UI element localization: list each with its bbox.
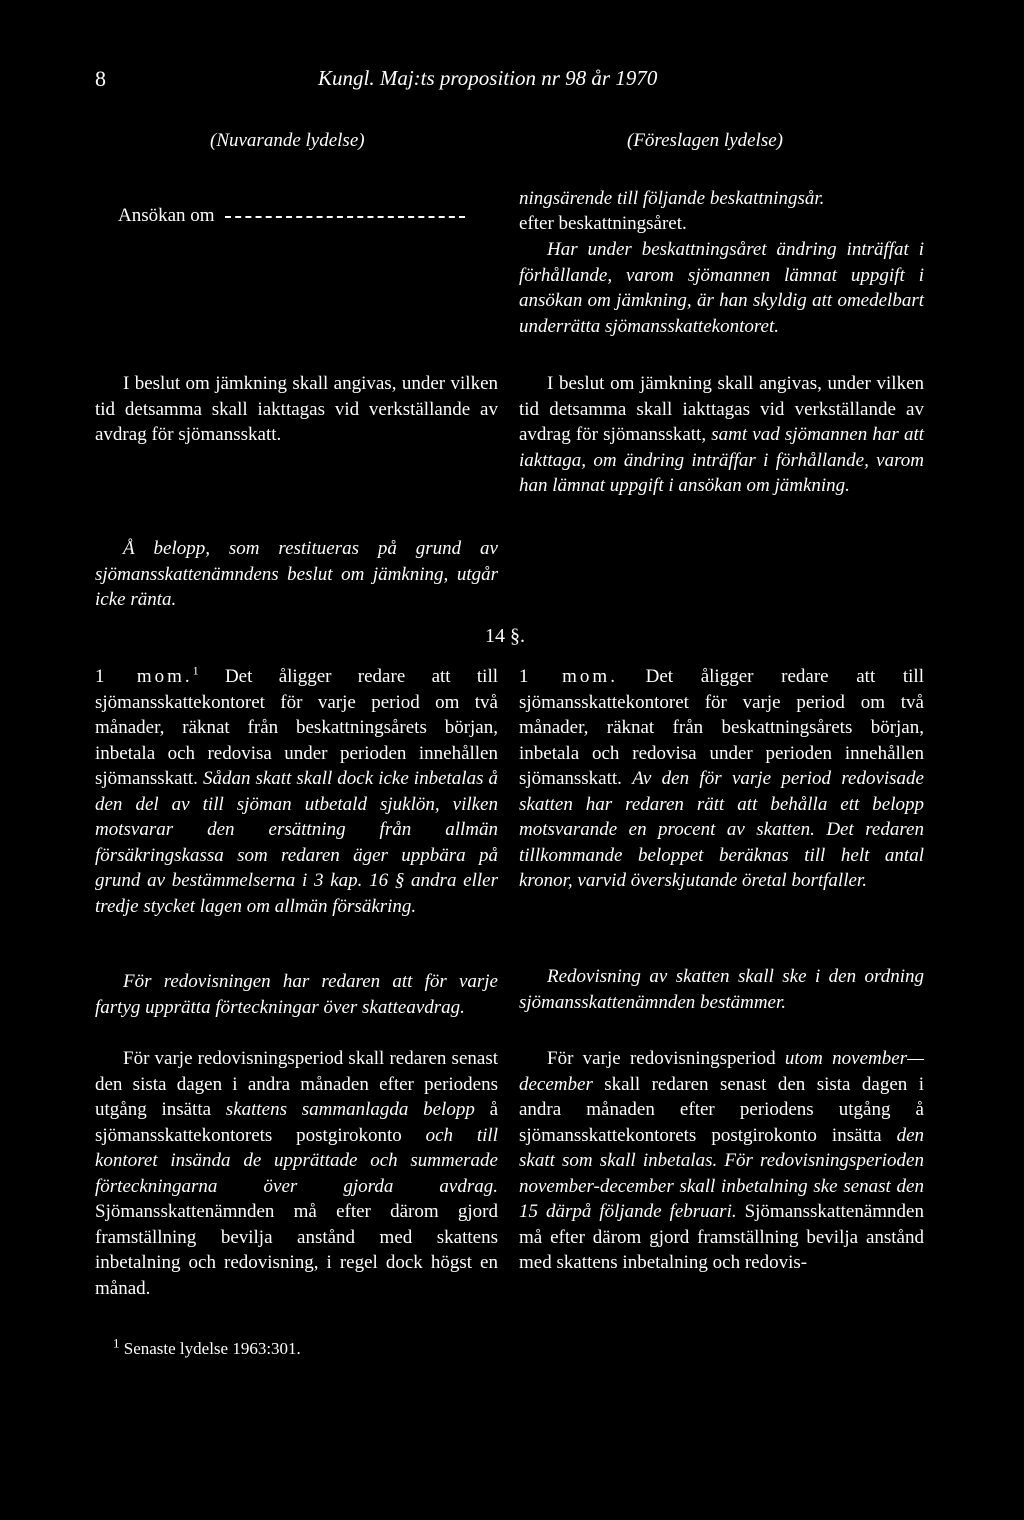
left-redovisningen-paragraph: För redovisningen har redaren att för varje fartyg upprätta förteckningar över skatteavdrag. (95, 971, 498, 1018)
right-mom-italic: Av den för varje period redovisade skatten har redaren rätt att behålla ett belopp motsvarande en procent av skatten. Det redaren tillkommande beloppet beräknas till helt antal kronor, varvid överskjutande öretal bortfaller. (519, 768, 924, 891)
ansokan-line (118, 203, 465, 229)
right-beslut-text: I beslut om jämkning skall angivas, under vilken tid detsamma skall iakttagas vid verkställande av avdrag för sjömansskatt, (519, 373, 924, 445)
left-period-paragraph (95, 1046, 498, 1301)
right-column-heading: (Föreslagen lydelse) (627, 130, 783, 151)
footnote-text: Senaste lydelse 1963:301. (123, 1339, 301, 1358)
left-period-text-3: Sjömansskattenämnden må efter därom gjord framställning bevilja anstånd med skattens inbetalning och redovisning, i regel dock högst en månad. (95, 1201, 498, 1299)
right-mom-paragraph (519, 664, 924, 894)
right-period-text-1: För varje redovisningsperiod (547, 1048, 785, 1069)
right-beslut-paragraph (519, 371, 924, 499)
right-period-text-2: skall redaren senast den sista dagen i andra månaden efter periodens utgång å sjömansskattekontorets postgirokonto insätta (519, 1073, 924, 1146)
left-period-italic-2: och till kontoret insända de upprättade och summerade förteckningarna över gjorda avdrag. (95, 1124, 498, 1197)
dash-line (225, 216, 465, 218)
ansokan-text: Ansökan om (118, 205, 215, 226)
left-period-text-2: å sjömansskattekontorets postgirokonto (95, 1099, 499, 1146)
right-period-text-3: Sjömansskattenämnden må efter därom gjord framställning bevilja anstånd med skattens inbetalning och redovis- (519, 1201, 924, 1273)
section-mark: 14 §. (485, 625, 525, 647)
left-mom-paragraph (95, 664, 498, 919)
left-period-text-1: För varje redovisningsperiod skall redaren senast den sista dagen i andra månaden efter periodens utgång insätta (95, 1048, 498, 1120)
right-beslut-italic: samt vad sjömannen har att iakttaga, om ändring inträffar i förhållande, varom han lämnat uppgift i ansökan om jämkning. (519, 424, 925, 496)
footnote (113, 1336, 301, 1362)
left-beslut-paragraph: I beslut om jämkning skall angivas, under vilken tid detsamma skall iakttagas vid verkställande av avdrag för sjömansskatt. (95, 373, 498, 445)
right-har-under-paragraph: Har under beskattningsåret ändring inträffat i förhållande, varom sjömannen lämnat uppgift i ansökan om jämkning, är han skyldig att omedelbart underrätta sjömansskattekontoret. (519, 239, 924, 337)
left-mom-label: 1 mom. (95, 666, 193, 687)
left-column-heading: (Nuvarande lydelse) (210, 130, 365, 151)
left-belopp-paragraph: Å belopp, som restitueras på grund av sjömansskattenämndens beslut om jämkning, utgår icke ränta. (95, 538, 498, 610)
right-period-italic-1: utom november—december (519, 1048, 924, 1095)
footnote-marker: 1 (113, 1335, 120, 1351)
right-period-italic-2: den skatt som skall inbetalas. För redovisningsperioden november-december skall inbetalning ske senast den 15 därpå följande februari. (519, 1124, 924, 1222)
footnote-ref: 1 (192, 663, 199, 678)
left-mom-italic: Sådan skatt skall dock icke inbetalas å den del av till sjöman utbetald sjuklön, vilken motsvarar den ersättning från allmän försäkringskassa som redaren äger uppbära på grund av bestämmelserna i 3 kap. 16 § andra eller tredje stycket lagen om allmän försäkring. (95, 768, 498, 917)
right-redovisning-paragraph: Redovisning av skatten skall ske i den ordning sjömansskattenämnden bestämmer. (519, 966, 924, 1013)
right-mom-text: Det åligger redare att till sjömansskattekontoret för varje period om två månader, räknat från beskattningsårets början, inbetala och redovisa under perioden innehållen sjömansskatt. (519, 666, 924, 789)
left-mom-text: Det åligger redare att till sjömansskattekontoret för varje period om två månader, räknat från beskattningsårets början, inbetala och redovisa under perioden innehållen sjömansskatt. (95, 666, 498, 789)
right-intro-line: ningsärende till följande beskattningsår. (519, 188, 825, 209)
right-mom-label: 1 mom. (519, 666, 618, 687)
right-period-paragraph (519, 1046, 924, 1276)
right-efter-line: efter beskattningsåret. (519, 213, 687, 234)
page-number: 8 (95, 66, 106, 91)
page-title: Kungl. Maj:ts proposition nr 98 år 1970 (318, 66, 658, 90)
left-period-italic-1: skattens sammanlagda belopp (225, 1099, 475, 1120)
